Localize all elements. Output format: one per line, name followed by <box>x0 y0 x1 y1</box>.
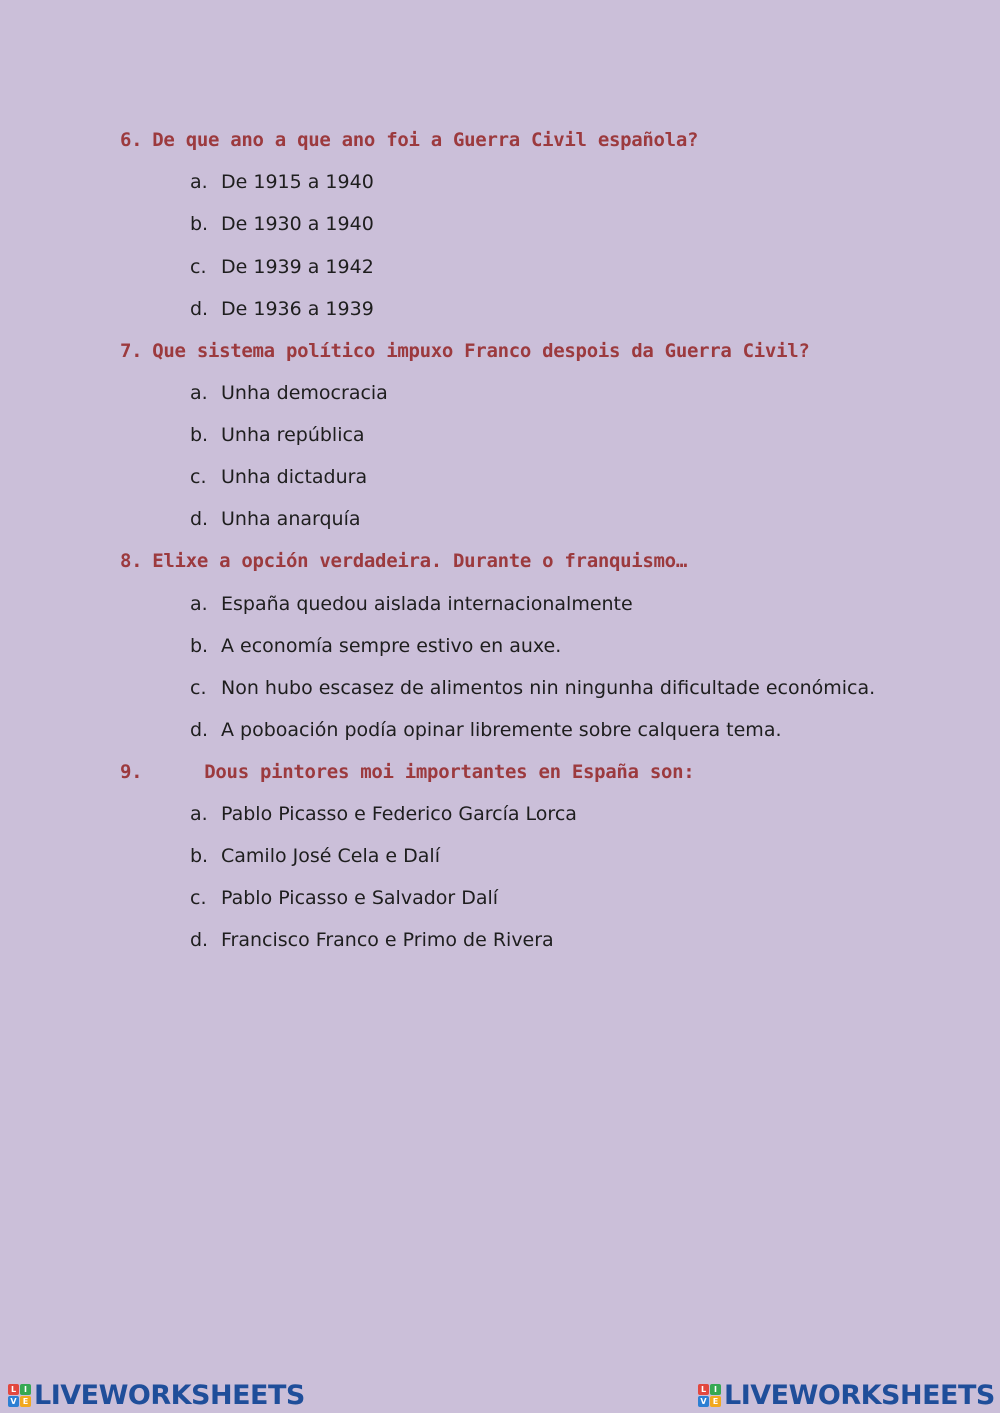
option-letter: b. <box>190 424 209 446</box>
option-text: Unha república <box>221 424 365 446</box>
option-text: De 1939 a 1942 <box>221 256 374 278</box>
option-text: A economía sempre estivo en auxe. <box>221 635 562 657</box>
option-letter: a. <box>190 803 208 825</box>
question-9 <box>120 761 694 783</box>
option-letter: a. <box>190 171 208 193</box>
option-letter: a. <box>190 382 208 404</box>
question-text: Que sistema político impuxo Franco despois da Guerra Civil? <box>152 340 810 362</box>
question-text: De que ano a que ano foi a Guerra Civil española? <box>152 129 699 151</box>
question-9-option-d[interactable] <box>190 929 554 951</box>
question-7-option-b[interactable] <box>190 424 365 446</box>
option-letter: c. <box>190 677 207 699</box>
question-9-option-b[interactable] <box>190 845 440 867</box>
option-text: España quedou aislada internacionalmente <box>221 593 633 615</box>
question-9-option-a[interactable] <box>190 803 577 825</box>
question-7-option-c[interactable] <box>190 466 367 488</box>
option-text: De 1915 a 1940 <box>221 171 374 193</box>
option-letter: d. <box>190 719 209 741</box>
option-letter: d. <box>190 929 209 951</box>
question-7-option-d[interactable] <box>190 508 361 530</box>
question-7-option-a[interactable] <box>190 382 388 404</box>
option-text: A poboación podía opinar libremente sobre calquera tema. <box>221 719 782 741</box>
liveworksheets-icon: L I V E <box>698 1384 721 1407</box>
liveworksheets-icon: L I V E <box>8 1384 31 1407</box>
logo-text: LIVEWORKSHEETS <box>724 1379 995 1411</box>
option-letter: b. <box>190 635 209 657</box>
question-8-option-d[interactable] <box>190 719 782 741</box>
question-9-option-c[interactable] <box>190 887 498 909</box>
question-8-option-a[interactable] <box>190 593 633 615</box>
question-number: 6. <box>120 129 143 151</box>
logo-text: LIVEWORKSHEETS <box>34 1379 305 1411</box>
option-text: Pablo Picasso e Federico García Lorca <box>221 803 577 825</box>
option-text: Unha dictadura <box>221 466 368 488</box>
option-letter: b. <box>190 213 209 235</box>
question-number: 7. <box>120 340 143 362</box>
option-text: Unha anarquía <box>221 508 361 530</box>
question-number: 9. <box>120 761 143 783</box>
question-6-option-c[interactable] <box>190 256 374 278</box>
option-text: Camilo José Cela e Dalí <box>221 845 440 867</box>
option-letter: c. <box>190 466 207 488</box>
option-letter: d. <box>190 298 209 320</box>
question-7 <box>120 340 809 362</box>
option-text: Unha democracia <box>221 382 388 404</box>
liveworksheets-logo-right[interactable] <box>698 1379 995 1411</box>
option-letter: b. <box>190 845 209 867</box>
option-text: Pablo Picasso e Salvador Dalí <box>221 887 499 909</box>
question-text: Elixe a opción verdadeira. Durante o franquismo… <box>152 550 687 572</box>
question-number: 8. <box>120 550 143 572</box>
question-text: Dous pintores moi importantes en España son: <box>204 761 695 783</box>
question-6 <box>120 129 698 151</box>
option-text: De 1936 a 1939 <box>221 298 374 320</box>
question-8-option-c[interactable] <box>190 677 875 699</box>
liveworksheets-logo-left[interactable] <box>8 1379 305 1411</box>
question-8 <box>120 550 687 572</box>
option-letter: d. <box>190 508 209 530</box>
option-letter: c. <box>190 887 207 909</box>
option-letter: c. <box>190 256 207 278</box>
question-6-option-b[interactable] <box>190 213 374 235</box>
option-text: Francisco Franco e Primo de Rivera <box>221 929 554 951</box>
question-6-option-d[interactable] <box>190 298 374 320</box>
option-text: Non hubo escasez de alimentos nin ningunha dificultade económica. <box>221 677 876 699</box>
question-6-option-a[interactable] <box>190 171 374 193</box>
option-text: De 1930 a 1940 <box>221 213 374 235</box>
question-8-option-b[interactable] <box>190 635 561 657</box>
option-letter: a. <box>190 593 208 615</box>
